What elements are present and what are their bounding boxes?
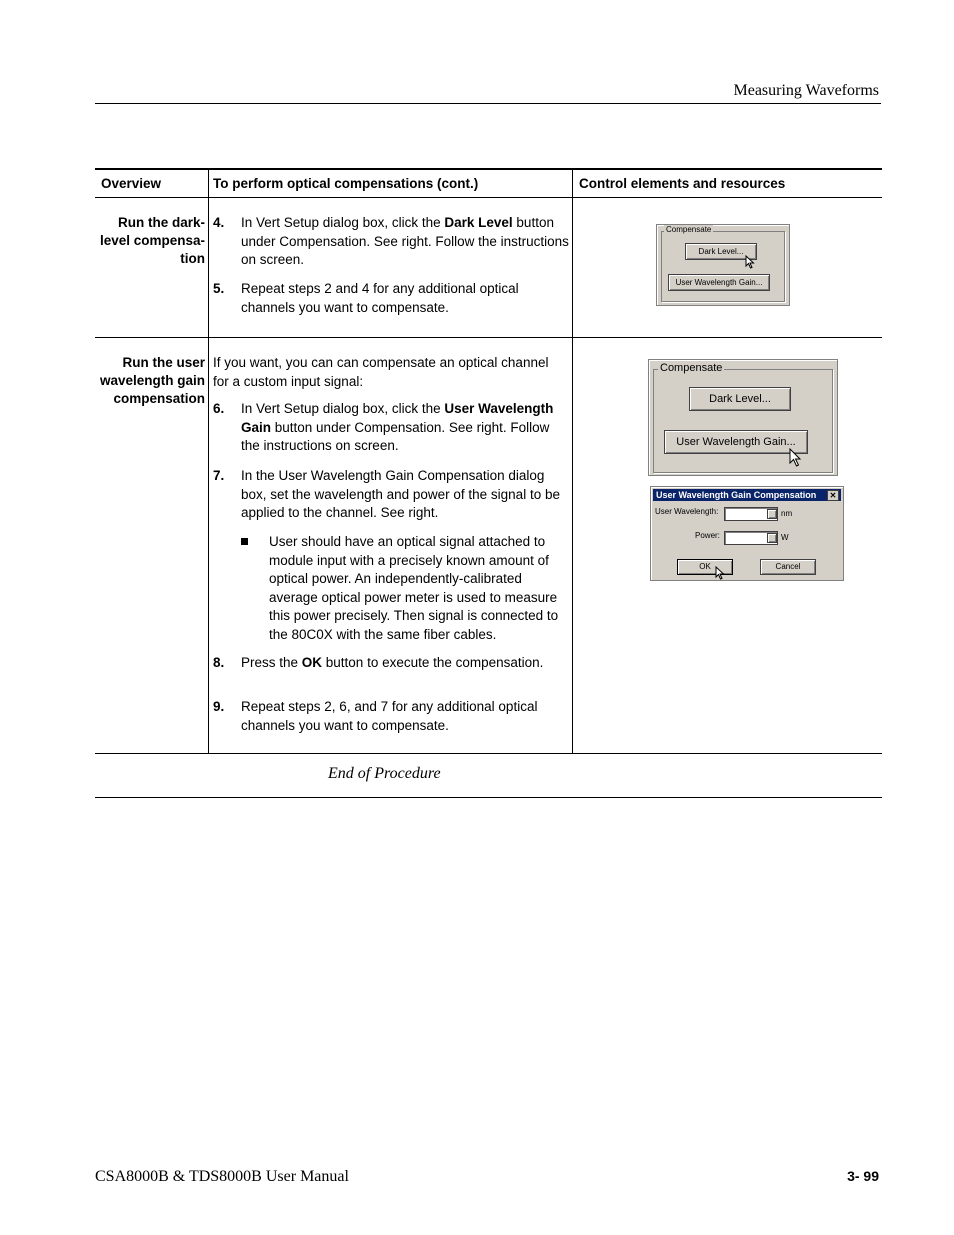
intro-paragraph: If you want, you can can compensate an optical channel for a custom input signal: bbox=[213, 355, 549, 389]
close-icon[interactable]: ✕ bbox=[827, 490, 839, 501]
text-run: button under Compensation. See right. Follow the instructions on screen. bbox=[241, 419, 550, 453]
bullet-text: User should have an optical signal attached to module input with a precisely known amount of optical power. An independently-calibrated average optical power meter is used to measure this power precisely. Then signal is connected to the 80C0X with the same fiber cables. bbox=[269, 534, 559, 642]
dialog-title-bar bbox=[653, 489, 841, 501]
overview-line: wavelength gain bbox=[99, 373, 205, 388]
step-text: In the User Wavelength Gain Compensation dialog box, set the wavelength and power of the signal to be applied to the channel. See right. bbox=[241, 468, 560, 520]
table-top-rule bbox=[95, 168, 882, 170]
running-header: Measuring Waveforms bbox=[733, 82, 879, 99]
step-number: 4. bbox=[213, 215, 225, 230]
text-run: Press the bbox=[241, 655, 302, 670]
step-number: 7. bbox=[213, 468, 225, 483]
overview-line: level compensa- bbox=[99, 233, 205, 248]
user-wavelength-gain-button[interactable]: User Wavelength Gain... bbox=[664, 430, 808, 454]
compensate-panel-large bbox=[648, 359, 838, 476]
group-label: Compensate bbox=[666, 225, 712, 234]
column-header-resources: Control elements and resources bbox=[579, 176, 786, 191]
overview-line: compensation bbox=[113, 391, 205, 406]
ok-button[interactable]: OK bbox=[677, 559, 733, 575]
step-number: 9. bbox=[213, 699, 225, 714]
step-number: 6. bbox=[213, 401, 225, 416]
text-run: button under Compensation. See right. Follow the instructions on screen. bbox=[241, 215, 569, 267]
row-overview-dark-level bbox=[95, 214, 205, 268]
page-number: 3- 99 bbox=[847, 1168, 879, 1184]
step-number: 8. bbox=[213, 655, 225, 670]
mouse-pointer-icon bbox=[789, 448, 802, 467]
end-of-procedure: End of Procedure bbox=[328, 765, 441, 782]
overview-line: tion bbox=[180, 251, 205, 266]
text-bold: OK bbox=[301, 655, 323, 670]
power-label: Power: bbox=[695, 531, 720, 540]
group-label: Compensate bbox=[660, 362, 723, 374]
bullet-square-icon bbox=[241, 538, 248, 545]
step-text bbox=[241, 654, 571, 673]
row-overview-user-wavelength bbox=[95, 354, 205, 408]
wavelength-label: User Wavelength: bbox=[655, 507, 719, 516]
header-rule bbox=[95, 103, 881, 104]
spinner-icon[interactable] bbox=[767, 533, 777, 543]
step-number: 5. bbox=[213, 281, 225, 296]
text-bold: Dark Level bbox=[444, 215, 513, 230]
step-text bbox=[241, 400, 571, 456]
dark-level-button[interactable]: Dark Level... bbox=[685, 243, 757, 260]
step-text bbox=[241, 214, 571, 270]
header-bottom-rule bbox=[95, 197, 882, 198]
compensate-group bbox=[653, 369, 833, 473]
compensate-panel-small bbox=[656, 224, 790, 306]
wavelength-unit: nm bbox=[781, 509, 793, 518]
footer-manual-title: CSA8000B & TDS8000B User Manual bbox=[95, 1168, 349, 1185]
text-bold: User Wavelength Gain bbox=[241, 401, 554, 435]
column-divider-1 bbox=[208, 170, 209, 753]
procedure-table bbox=[95, 168, 882, 808]
overview-line: Run the user bbox=[122, 355, 205, 370]
column-divider-2 bbox=[572, 170, 573, 753]
mouse-pointer-icon bbox=[715, 566, 725, 580]
user-wavelength-gain-dialog bbox=[650, 486, 844, 581]
column-header-procedure: To perform optical compensations (cont.) bbox=[213, 176, 479, 191]
overview-line: Run the dark- bbox=[117, 215, 205, 230]
compensate-group bbox=[661, 231, 785, 302]
row-divider-2 bbox=[95, 753, 882, 754]
text-run: button to execute the compensation. bbox=[322, 655, 544, 670]
row-divider-1 bbox=[95, 337, 882, 338]
step-text: Repeat steps 2 and 4 for any additional optical channels you want to compensate. bbox=[241, 281, 519, 315]
text-run: In Vert Setup dialog box, click the bbox=[241, 401, 445, 416]
text-run: In Vert Setup dialog box, click the bbox=[241, 215, 445, 230]
dialog-title: User Wavelength Gain Compensation bbox=[656, 490, 817, 500]
user-wavelength-gain-button[interactable]: User Wavelength Gain... bbox=[668, 274, 770, 291]
column-header-overview: Overview bbox=[101, 176, 162, 191]
dark-level-button[interactable]: Dark Level... bbox=[689, 387, 791, 411]
mouse-pointer-icon bbox=[745, 255, 755, 269]
spinner-icon[interactable] bbox=[767, 509, 777, 519]
cancel-button[interactable]: Cancel bbox=[760, 559, 816, 575]
power-unit: W bbox=[781, 533, 789, 542]
table-bottom-rule bbox=[95, 797, 882, 798]
step-text: Repeat steps 2, 6, and 7 for any additional optical channels you want to compensate. bbox=[241, 699, 538, 733]
